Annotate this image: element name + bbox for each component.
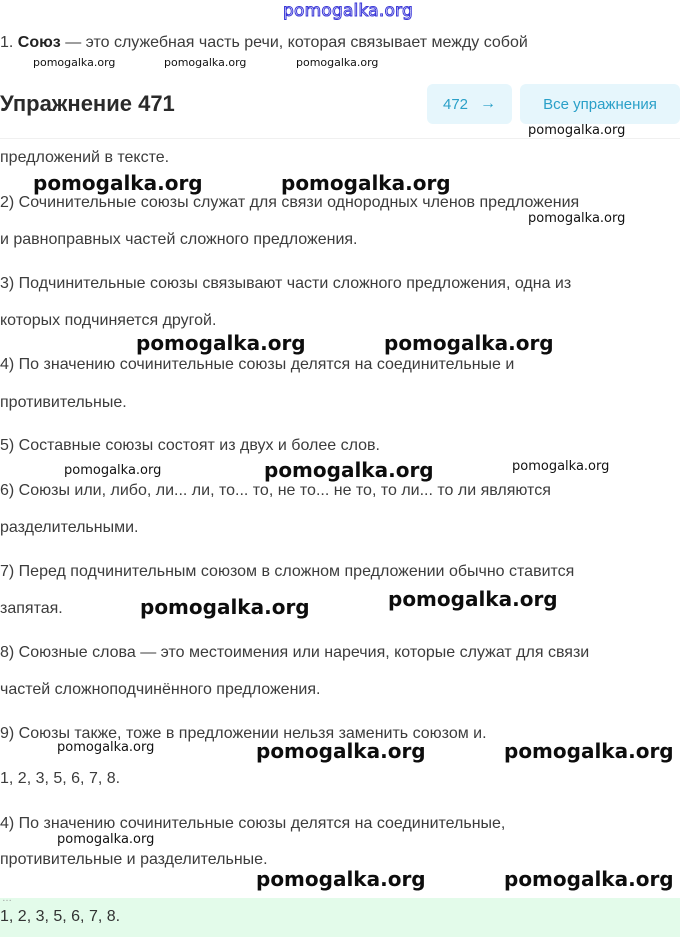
- statement-3-line-2: которых подчиняется другой.: [0, 312, 217, 329]
- watermark: pomogalka.org: [64, 463, 162, 478]
- watermark: pomogalka.org: [264, 458, 434, 482]
- statement-1-end: предложений в тексте.: [0, 149, 170, 166]
- all-exercises-button[interactable]: [520, 84, 680, 124]
- statement-8-line-1: 8) Союзные слова — это местоимения или наречия, которые служат для связи: [0, 644, 590, 661]
- watermark: pomogalka.org: [256, 867, 426, 891]
- next-exercise-label: 472: [442, 95, 469, 113]
- answer-line: 1, 2, 3, 5, 6, 7, 8.: [0, 770, 121, 787]
- watermark: pomogalka.org: [136, 331, 306, 355]
- statement-9: 9) Союзы также, тоже в предложении нельзя заменить союзом и.: [0, 725, 487, 742]
- statement-6-line-2: разделительными.: [0, 519, 139, 536]
- statement-2-line-1: 2) Сочинительные союзы служат для связи однородных членов предложения: [0, 194, 580, 211]
- watermark: pomogalka.org: [388, 587, 558, 611]
- statement-3-line-1: 3) Подчинительные союзы связывают части сложного предложения, одна из: [0, 275, 572, 292]
- page-title: Упражнение 471: [0, 91, 175, 116]
- arrow-right-icon: →: [480, 95, 497, 112]
- statement-7-line-2: запятая.: [0, 600, 63, 617]
- watermark: pomogalka.org: [504, 739, 674, 763]
- watermark: pomogalka.org: [504, 867, 674, 891]
- statement-4-line-1: 4) По значению сочинительные союзы делятся на соединительные и: [0, 356, 515, 373]
- statement-4-line-2: противительные.: [0, 394, 127, 411]
- all-exercises-label: Все упражнения: [543, 95, 657, 113]
- watermark: pomogalka.org: [528, 123, 626, 138]
- statement-8-line-2: частей сложноподчинённого предложения.: [0, 681, 321, 698]
- watermark: pomogalka.org: [33, 56, 116, 69]
- final-answer: 1, 2, 3, 5, 6, 7, 8.: [0, 908, 121, 925]
- watermark: pomogalka.org: [256, 739, 426, 763]
- watermark: pomogalka.org: [281, 171, 451, 195]
- statement-5: 5) Составные союзы состоят из двух и более слов.: [0, 437, 380, 454]
- definition-line: [0, 34, 528, 52]
- obscured-text: …: [2, 893, 12, 904]
- definition-text: — это служебная часть речи, которая связывает между собой: [60, 34, 528, 51]
- watermark: pomogalka.org: [57, 740, 155, 755]
- watermark-top: pomogalka.org: [283, 1, 413, 21]
- correction-line-2: противительные и разделительные.: [0, 851, 268, 868]
- watermark: pomogalka.org: [57, 832, 155, 847]
- definition-term: Союз: [17, 34, 61, 51]
- statement-7-line-1: 7) Перед подчинительным союзом в сложном предложении обычно ставится: [0, 563, 575, 580]
- statement-2-line-2: и равноправных частей сложного предложения.: [0, 231, 358, 248]
- watermark: pomogalka.org: [140, 595, 310, 619]
- definition-prefix: 1.: [0, 34, 18, 51]
- correction-line-1: 4) По значению сочинительные союзы делятся на соединительные,: [0, 815, 506, 832]
- watermark: pomogalka.org: [512, 459, 610, 474]
- next-exercise-button[interactable]: [427, 84, 512, 124]
- watermark: pomogalka.org: [164, 56, 247, 69]
- statement-6-line-1: 6) Союзы или, либо, ли... ли, то... то, не то... не то, то ли... то ли являются: [0, 482, 551, 499]
- watermark: pomogalka.org: [528, 211, 626, 226]
- watermark: pomogalka.org: [384, 331, 554, 355]
- watermark: pomogalka.org: [296, 56, 379, 69]
- watermark: pomogalka.org: [33, 171, 203, 195]
